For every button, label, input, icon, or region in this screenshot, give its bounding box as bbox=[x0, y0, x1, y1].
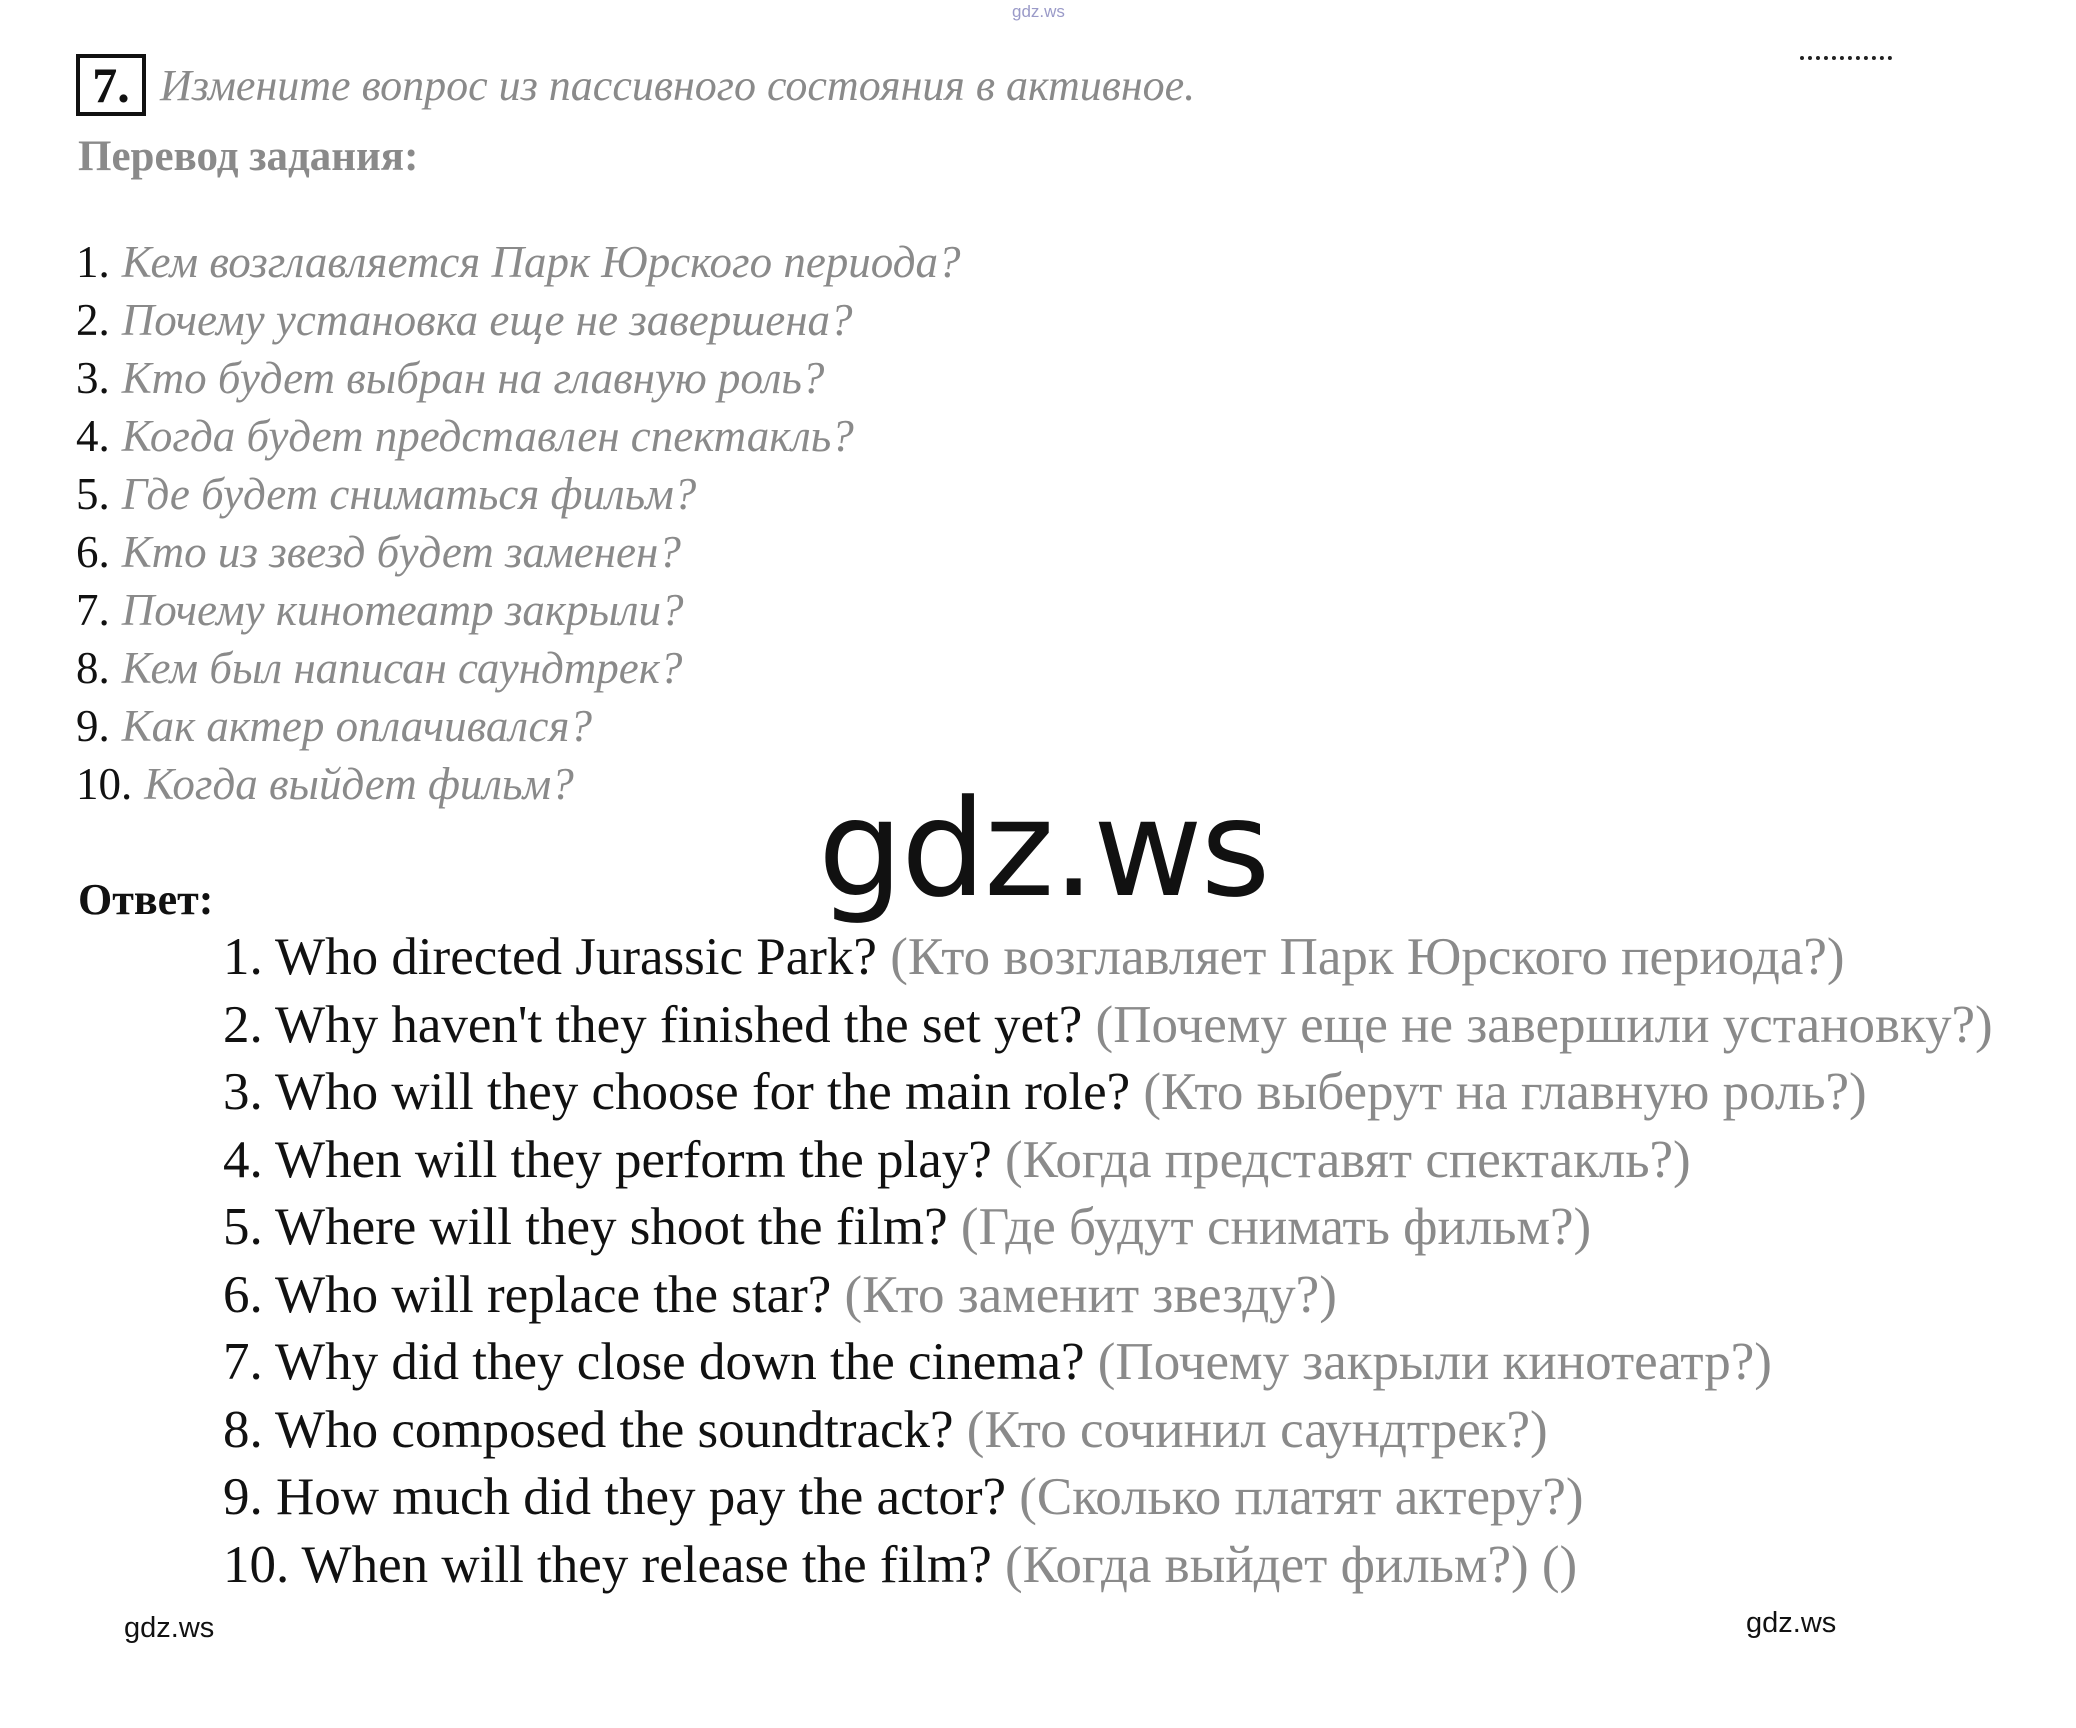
answer-item bbox=[223, 1127, 2053, 1195]
question-number: 1. bbox=[76, 237, 110, 287]
answer-translation: (Кто заменит звезду?) bbox=[844, 1265, 1337, 1324]
answer-item bbox=[223, 1329, 2053, 1397]
question-number: 8. bbox=[76, 643, 110, 693]
question-item bbox=[76, 349, 960, 407]
answer-translation: (Когда представят спектакль?) bbox=[1005, 1130, 1691, 1189]
answer-english: 7. Why did they close down the cinema? bbox=[223, 1333, 1085, 1391]
question-item bbox=[76, 407, 960, 465]
question-text: Где будет сниматься фильм? bbox=[121, 469, 697, 519]
center-watermark: gdz.ws bbox=[818, 771, 1269, 927]
question-text: Кто будет выбран на главную роль? bbox=[121, 353, 825, 403]
question-text: Почему кинотеатр закрыли? bbox=[121, 585, 684, 635]
question-item bbox=[76, 291, 960, 349]
answer-translation: (Когда выйдет фильм?) () bbox=[1004, 1535, 1578, 1594]
answer-english: 3. Who will they choose for the main role? bbox=[223, 1063, 1131, 1121]
question-text: Когда выйдет фильм? bbox=[144, 759, 574, 809]
answer-item bbox=[223, 924, 2053, 992]
answer-english: 9. How much did they pay the actor? bbox=[223, 1468, 1006, 1526]
question-text: Кто из звезд будет заменен? bbox=[121, 527, 681, 577]
question-item bbox=[76, 639, 960, 697]
answer-translation: (Кто сочинил саундтрек?) bbox=[966, 1400, 1548, 1459]
answer-item bbox=[223, 1059, 2053, 1127]
answer-heading: Ответ: bbox=[78, 875, 214, 924]
question-item bbox=[76, 581, 960, 639]
answer-list bbox=[223, 924, 2053, 1599]
top-watermark: gdz.ws bbox=[1012, 2, 1065, 21]
task-instruction: Измените вопрос из пассивного состояния в активное. bbox=[160, 60, 1196, 110]
answer-english: 1. Who directed Jurassic Park? bbox=[223, 928, 877, 986]
question-item bbox=[76, 697, 960, 755]
question-number: 5. bbox=[76, 469, 110, 519]
question-number: 2. bbox=[76, 295, 110, 345]
answer-item bbox=[223, 1397, 2053, 1465]
corner-page-mark bbox=[1800, 56, 1892, 65]
question-item bbox=[76, 523, 960, 581]
question-text: Кем был написан саундтрек? bbox=[121, 643, 683, 693]
answer-english: 8. Who composed the soundtrack? bbox=[223, 1400, 954, 1459]
question-number: 10. bbox=[76, 759, 133, 809]
answer-english: 10. When will they release the film? bbox=[223, 1535, 992, 1594]
task-header bbox=[76, 54, 1195, 116]
answer-item bbox=[223, 992, 2053, 1060]
task-number-box: 7. bbox=[76, 54, 146, 116]
question-text: Как актер оплачивался? bbox=[121, 701, 592, 751]
answer-translation: (Сколько платят актеру?) bbox=[1019, 1468, 1584, 1526]
answer-english: 5. Where will they shoot the film? bbox=[223, 1198, 948, 1256]
answer-translation: (Где будут снимать фильм?) bbox=[960, 1198, 1592, 1256]
question-number: 6. bbox=[76, 527, 110, 577]
question-item bbox=[76, 233, 960, 291]
question-number: 3. bbox=[76, 353, 110, 403]
right-watermark: gdz.ws bbox=[1746, 1607, 1837, 1639]
answer-english: 4. When will they perform the play? bbox=[223, 1130, 992, 1189]
translation-heading: Перевод задания: bbox=[78, 133, 419, 180]
answer-item bbox=[223, 1532, 2053, 1600]
answer-translation: (Кто возглавляет Парк Юрского периода?) bbox=[890, 928, 1845, 986]
question-text: Когда будет представлен спектакль? bbox=[121, 411, 854, 461]
question-number: 9. bbox=[76, 701, 110, 751]
question-number: 7. bbox=[76, 585, 110, 635]
question-text: Почему установка еще не завершена? bbox=[121, 295, 853, 345]
answer-item bbox=[223, 1262, 2053, 1330]
answer-item bbox=[223, 1464, 2053, 1532]
question-text: Кем возглавляется Парк Юрского периода? bbox=[121, 237, 961, 287]
answer-translation: (Почему еще не завершили установку?) bbox=[1095, 995, 1993, 1054]
answer-translation: (Кто выберут на главную роль?) bbox=[1143, 1063, 1867, 1121]
question-number: 4. bbox=[76, 411, 110, 461]
answer-english: 2. Why haven't they finished the set yet? bbox=[223, 995, 1083, 1054]
question-list bbox=[76, 233, 960, 813]
answer-translation: (Почему закрыли кинотеатр?) bbox=[1097, 1333, 1772, 1391]
answer-english: 6. Who will replace the star? bbox=[223, 1265, 832, 1324]
answer-item bbox=[223, 1194, 2053, 1262]
question-item bbox=[76, 465, 960, 523]
left-watermark: gdz.ws bbox=[124, 1612, 215, 1644]
